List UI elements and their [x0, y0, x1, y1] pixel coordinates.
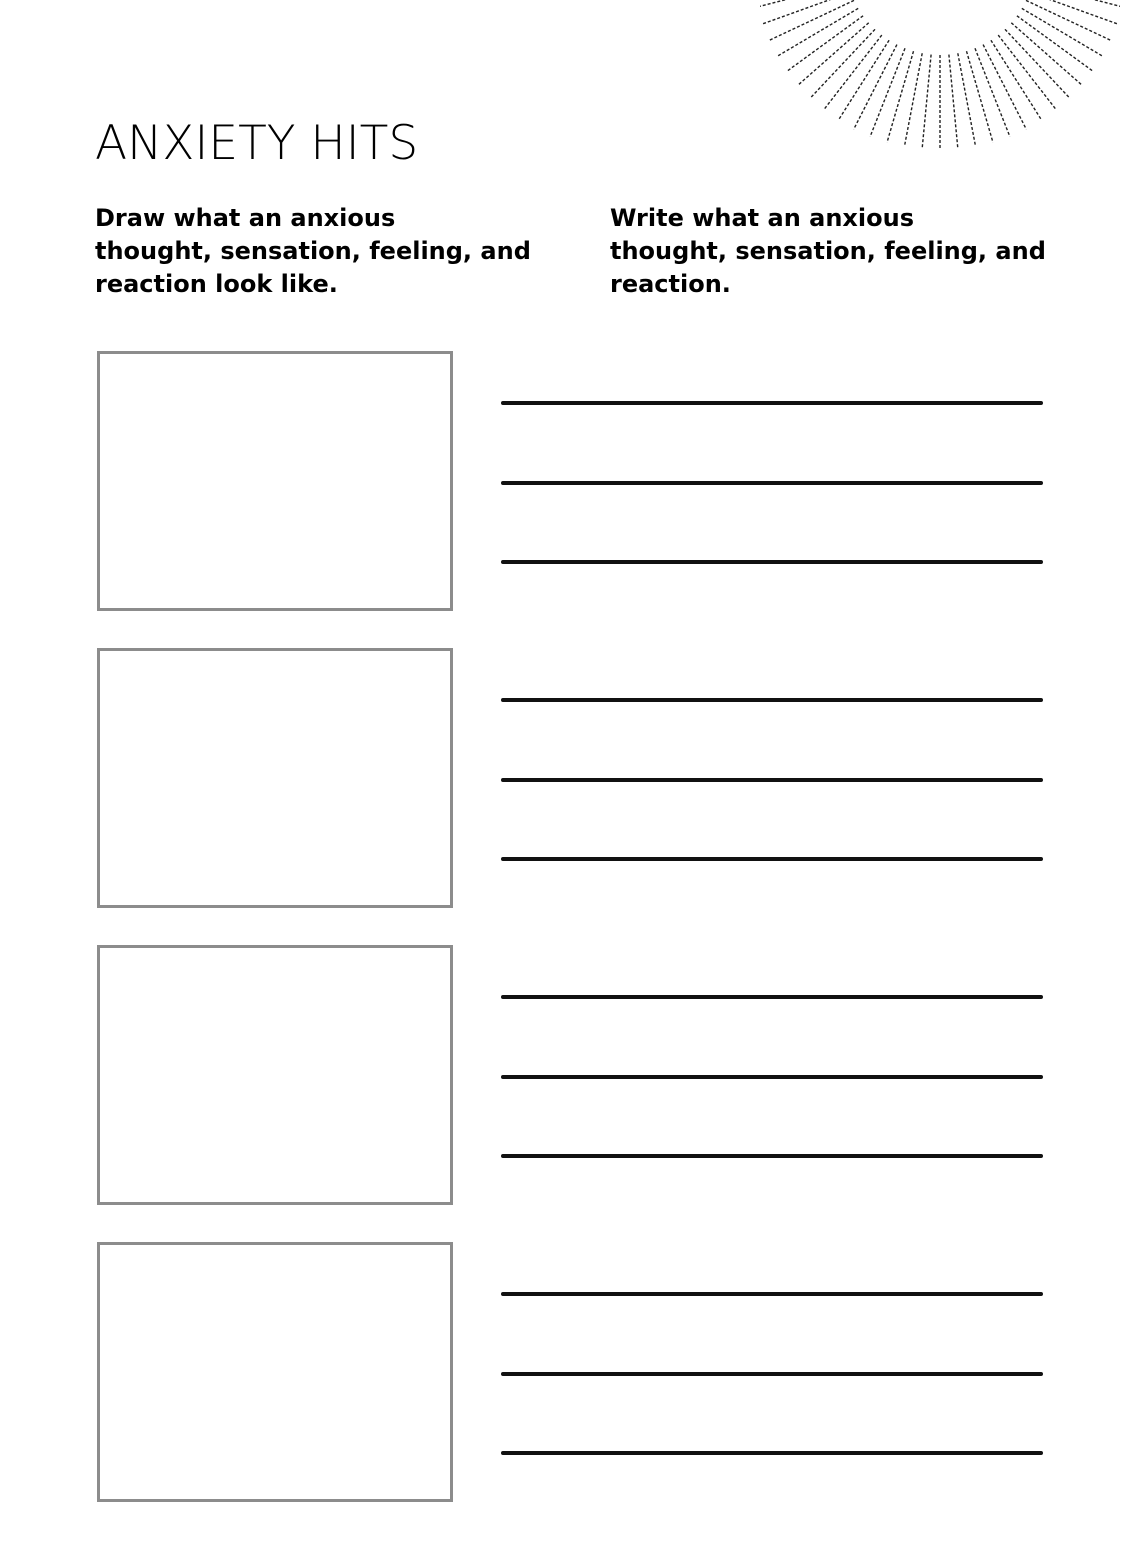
writing-line[interactable]: [501, 995, 1043, 999]
drawing-box-1[interactable]: [97, 351, 453, 611]
write-instruction-line: reaction.: [610, 270, 731, 298]
drawing-box-4[interactable]: [97, 1242, 453, 1502]
sunburst-icon: [760, 0, 1120, 160]
sun-ray: [967, 51, 994, 142]
writing-line[interactable]: [501, 698, 1043, 702]
writing-line[interactable]: [501, 401, 1043, 405]
draw-instruction: [95, 202, 531, 301]
draw-instruction-line: reaction look like.: [95, 270, 338, 298]
writing-line[interactable]: [501, 481, 1043, 485]
write-instruction: [610, 202, 1046, 301]
draw-instruction-line: Draw what an anxious: [95, 204, 396, 232]
page-title: ANXIETY HITS: [95, 116, 419, 171]
sun-ray: [810, 29, 875, 98]
writing-line[interactable]: [501, 857, 1043, 861]
writing-line[interactable]: [501, 1292, 1043, 1296]
sun-ray: [904, 53, 922, 146]
writing-line[interactable]: [501, 1451, 1043, 1455]
writing-line[interactable]: [501, 560, 1043, 564]
sun-ray: [761, 0, 850, 24]
sun-ray: [958, 53, 976, 146]
sun-ray: [922, 55, 931, 150]
sun-ray: [949, 55, 958, 150]
sun-ray: [1029, 0, 1118, 24]
sun-ray: [1017, 16, 1094, 72]
writing-line[interactable]: [501, 1372, 1043, 1376]
writing-line[interactable]: [501, 778, 1043, 782]
sun-ray: [798, 23, 869, 86]
write-instruction-line: Write what an anxious: [610, 204, 914, 232]
write-instruction-line: thought, sensation, feeling, and: [610, 237, 1046, 265]
sun-ray: [1011, 23, 1082, 86]
sun-ray: [887, 51, 914, 142]
writing-line[interactable]: [501, 1154, 1043, 1158]
writing-line[interactable]: [501, 1075, 1043, 1079]
sun-ray: [824, 35, 882, 110]
sun-ray: [1032, 0, 1120, 7]
sun-ray: [760, 0, 848, 7]
drawing-box-3[interactable]: [97, 945, 453, 1205]
sun-ray: [786, 16, 863, 72]
drawing-box-2[interactable]: [97, 648, 453, 908]
sun-ray: [1005, 29, 1070, 98]
draw-instruction-line: thought, sensation, feeling, and: [95, 237, 531, 265]
sun-ray: [998, 35, 1056, 110]
